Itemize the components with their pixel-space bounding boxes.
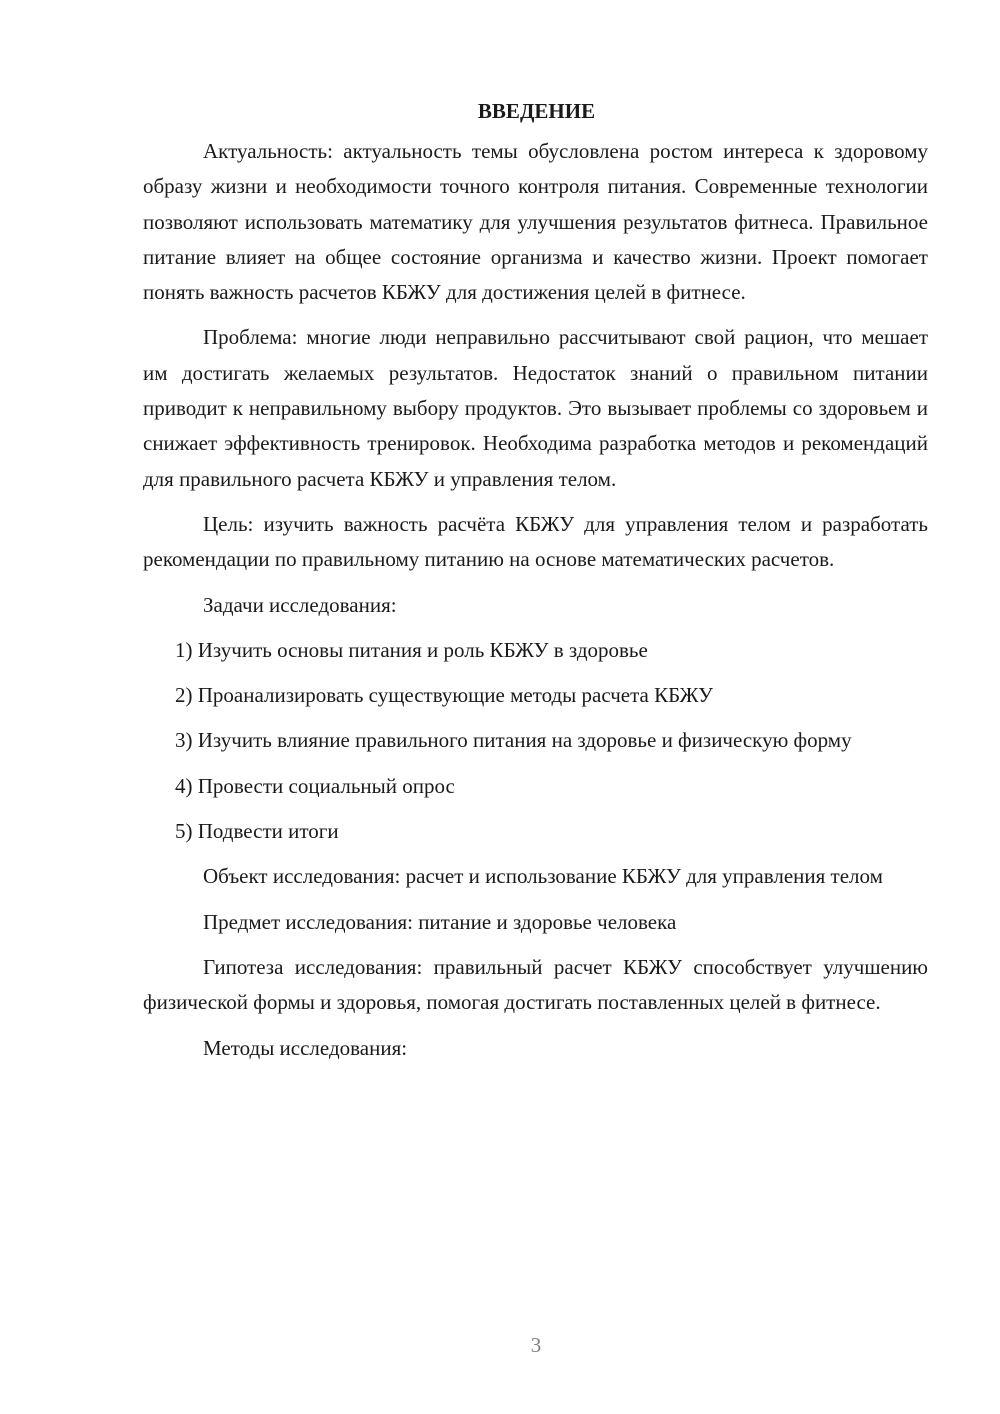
paragraph-relevance: Актуальность: актуальность темы обусловлена ростом интереса к здоровому образу жизни и необходимости точного контроля питания. Современные технологии позволяют использовать математику для улучшения результатов фитнеса. Правильное питание влияет на общее состояние организма и качество жизни. Проект помогает понять важность расчетов КБЖУ для достижения целей в фитнесе.: [143, 139, 928, 305]
paragraph-tasks-heading: Задачи исследования:: [203, 592, 397, 617]
page-number: 3: [530, 1333, 542, 1357]
paragraph-methods: Методы исследования:: [203, 1035, 408, 1060]
list-item: 1) Изучить основы питания и роль КБЖУ в здоровье: [175, 637, 648, 662]
list-item: 3) Изучить влияние правильного питания на здоровье и физическую форму: [175, 728, 852, 753]
paragraph-object: Объект исследования: расчет и использование КБЖУ для управления телом: [203, 864, 883, 889]
paragraph-problem: Проблема: многие люди неправильно рассчитывают свой рацион, что мешает им достигать желаемых результатов. Недостаток знаний о правильном питании приводит к неправильному выбору продуктов. Это вызывает проблемы со здоровьем и снижает эффективность тренировок. Необходима разработка методов и рекомендаций для правильного расчета КБЖУ и управления телом.: [143, 325, 928, 491]
document-body: [143, 96, 928, 1076]
list-item: 4) Провести социальный опрос: [175, 773, 455, 798]
paragraph-goal: Цель: изучить важность расчёта КБЖУ для управления телом и разработать рекомендации по правильному питанию на основе математических расчетов.: [143, 511, 928, 572]
list-item: 5) Подвести итоги: [175, 819, 339, 844]
paragraph-subject: Предмет исследования: питание и здоровье человека: [203, 909, 677, 934]
list-item: 2) Проанализировать существующие методы расчета КБЖУ: [175, 683, 714, 708]
paragraph-hypothesis: Гипотеза исследования: правильный расчет КБЖУ способствует улучшению физической формы и здоровья, помогая достигать поставленных целей в фитнесе.: [143, 954, 928, 1015]
page-title: ВВЕДЕНИЕ: [477, 99, 596, 123]
